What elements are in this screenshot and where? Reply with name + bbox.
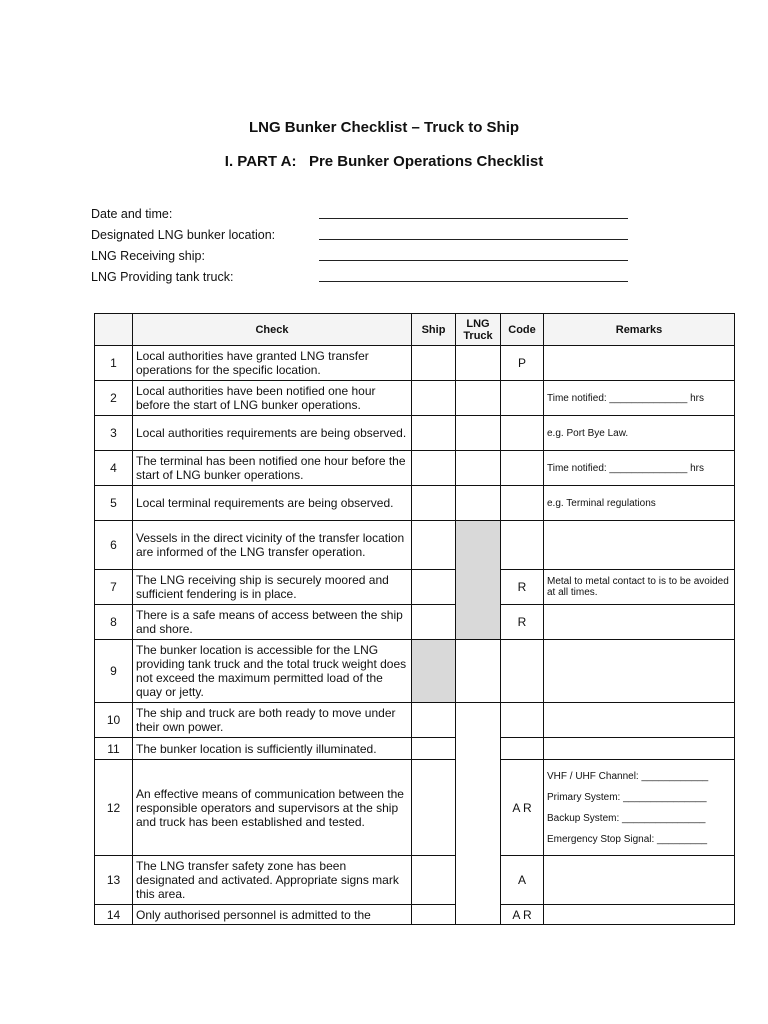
truck-cell[interactable] bbox=[456, 640, 501, 703]
check-text: Local authorities have granted LNG transfer operations for the specific location. bbox=[133, 346, 412, 381]
code-cell bbox=[501, 486, 544, 521]
check-text: The ship and truck are both ready to move under their own power. bbox=[133, 703, 412, 738]
row-number: 2 bbox=[95, 381, 133, 416]
ship-cell[interactable] bbox=[412, 381, 456, 416]
truck-cell[interactable] bbox=[456, 416, 501, 451]
table-row bbox=[95, 738, 735, 760]
document-title: LNG Bunker Checklist – Truck to Ship bbox=[248, 119, 520, 136]
code-cell bbox=[501, 640, 544, 703]
check-text: Local authorities have been notified one hour before the start of LNG bunker operations. bbox=[133, 381, 412, 416]
ship-cell[interactable] bbox=[412, 346, 456, 381]
row-number: 5 bbox=[95, 486, 133, 521]
code-cell bbox=[501, 416, 544, 451]
table-row bbox=[95, 703, 735, 738]
check-text: The terminal has been notified one hour before the start of LNG bunker operations. bbox=[133, 451, 412, 486]
field-label: LNG Providing tank truck: bbox=[91, 270, 234, 284]
check-text: An effective means of communication between the responsible operators and supervisors at the ship and truck has been established and tested. bbox=[133, 760, 412, 856]
remarks-cell[interactable]: e.g. Terminal regulations bbox=[544, 486, 735, 521]
ship-cell[interactable] bbox=[412, 521, 456, 570]
remarks-cell[interactable]: Time notified: ______________ hrs bbox=[544, 381, 735, 416]
check-text: The LNG transfer safety zone has been designated and activated. Appropriate signs mark this area. bbox=[133, 856, 412, 905]
field-bunker-location bbox=[91, 221, 631, 242]
remarks-primary-system: Primary System: _______________ bbox=[547, 792, 707, 803]
header-row bbox=[95, 314, 735, 346]
table-row bbox=[95, 570, 735, 605]
code-cell: A R bbox=[501, 905, 544, 925]
field-tank-truck bbox=[91, 263, 631, 284]
row-number: 10 bbox=[95, 703, 133, 738]
truck-cell[interactable] bbox=[456, 486, 501, 521]
field-receiving-ship bbox=[91, 242, 631, 263]
row-number: 3 bbox=[95, 416, 133, 451]
ship-cell[interactable] bbox=[412, 738, 456, 760]
ship-cell[interactable] bbox=[412, 703, 456, 738]
table-row bbox=[95, 640, 735, 703]
remarks-cell[interactable] bbox=[544, 856, 735, 905]
fill-in-line[interactable] bbox=[319, 206, 628, 219]
ship-cell[interactable] bbox=[412, 856, 456, 905]
table-row bbox=[95, 605, 735, 640]
remarks-vhf-uhf-channel: VHF / UHF Channel: ____________ bbox=[547, 771, 709, 782]
field-date-time bbox=[91, 200, 631, 221]
check-text: The bunker location is sufficiently illuminated. bbox=[133, 738, 412, 760]
table-row bbox=[95, 346, 735, 381]
row-number: 11 bbox=[95, 738, 133, 760]
row-number: 14 bbox=[95, 905, 133, 925]
remarks-cell[interactable]: Metal to metal contact to is to be avoided at all times. bbox=[544, 570, 735, 605]
remarks-cell[interactable] bbox=[544, 905, 735, 925]
header-lng-truck: LNG Truck bbox=[456, 314, 501, 346]
remarks-cell[interactable] bbox=[544, 521, 735, 570]
row-number: 12 bbox=[95, 760, 133, 856]
table-row bbox=[95, 416, 735, 451]
row-number: 13 bbox=[95, 856, 133, 905]
field-label: Designated LNG bunker location: bbox=[91, 228, 276, 242]
code-cell bbox=[501, 703, 544, 738]
code-cell: A R bbox=[501, 760, 544, 856]
table-row bbox=[95, 381, 735, 416]
remarks-cell[interactable]: Time notified: ______________ hrs bbox=[544, 451, 735, 486]
remarks-backup-system: Backup System: _______________ bbox=[547, 813, 706, 824]
code-cell bbox=[501, 521, 544, 570]
row-number: 8 bbox=[95, 605, 133, 640]
row-number: 7 bbox=[95, 570, 133, 605]
table-row bbox=[95, 451, 735, 486]
remarks-cell[interactable]: e.g. Port Bye Law. bbox=[544, 416, 735, 451]
check-text: There is a safe means of access between the ship and shore. bbox=[133, 605, 412, 640]
remarks-cell[interactable] bbox=[544, 605, 735, 640]
check-text: Local terminal requirements are being observed. bbox=[133, 486, 412, 521]
checklist-table bbox=[94, 313, 735, 925]
truck-cell[interactable] bbox=[456, 346, 501, 381]
fill-in-line[interactable] bbox=[319, 269, 628, 282]
table-row bbox=[95, 856, 735, 905]
remarks-cell[interactable] bbox=[544, 738, 735, 760]
header-number bbox=[95, 314, 133, 346]
ship-cell[interactable] bbox=[412, 570, 456, 605]
field-label: Date and time: bbox=[91, 207, 173, 221]
ship-cell[interactable] bbox=[412, 905, 456, 925]
ship-cell[interactable] bbox=[412, 605, 456, 640]
truck-cell[interactable] bbox=[456, 451, 501, 486]
row-number: 9 bbox=[95, 640, 133, 703]
header-check: Check bbox=[133, 314, 412, 346]
code-cell: A bbox=[501, 856, 544, 905]
remarks-cell[interactable] bbox=[544, 346, 735, 381]
check-text: Only authorised personnel is admitted to the bbox=[133, 905, 412, 925]
truck-cell-merged[interactable] bbox=[456, 703, 501, 925]
remarks-cell-communication[interactable] bbox=[544, 760, 735, 856]
check-text: The bunker location is accessible for the LNG providing tank truck and the total truck weight does not exceed the maximum permitted load of the quay or jetty. bbox=[133, 640, 412, 703]
ship-cell[interactable] bbox=[412, 451, 456, 486]
code-cell bbox=[501, 451, 544, 486]
check-text: The LNG receiving ship is securely moored and sufficient fendering is in place. bbox=[133, 570, 412, 605]
header-ship: Ship bbox=[412, 314, 456, 346]
table-row bbox=[95, 486, 735, 521]
code-cell: R bbox=[501, 605, 544, 640]
ship-cell[interactable] bbox=[412, 760, 456, 856]
check-text: Local authorities requirements are being observed. bbox=[133, 416, 412, 451]
code-cell bbox=[501, 738, 544, 760]
row-number: 4 bbox=[95, 451, 133, 486]
part-heading: I. PART A: Pre Bunker Operations Checklist bbox=[224, 153, 544, 170]
code-cell: R bbox=[501, 570, 544, 605]
check-text: Vessels in the direct vicinity of the transfer location are informed of the LNG transfer operation. bbox=[133, 521, 412, 570]
table-row bbox=[95, 905, 735, 925]
row-number: 1 bbox=[95, 346, 133, 381]
header-code: Code bbox=[501, 314, 544, 346]
remarks-cell[interactable] bbox=[544, 640, 735, 703]
table-row bbox=[95, 760, 735, 856]
ship-cell[interactable] bbox=[412, 486, 456, 521]
ship-cell[interactable] bbox=[412, 416, 456, 451]
fill-in-line[interactable] bbox=[319, 227, 628, 240]
header-remarks: Remarks bbox=[544, 314, 735, 346]
code-cell bbox=[501, 381, 544, 416]
truck-cell[interactable] bbox=[456, 381, 501, 416]
truck-cell-not-applicable bbox=[456, 521, 501, 640]
code-cell: P bbox=[501, 346, 544, 381]
field-label: LNG Receiving ship: bbox=[91, 249, 205, 263]
fill-in-line[interactable] bbox=[319, 248, 628, 261]
remarks-cell[interactable] bbox=[544, 703, 735, 738]
header-fields bbox=[91, 200, 631, 284]
row-number: 6 bbox=[95, 521, 133, 570]
remarks-emergency-stop-signal: Emergency Stop Signal: _________ bbox=[547, 834, 708, 845]
ship-cell-not-applicable bbox=[412, 640, 456, 703]
table-row bbox=[95, 521, 735, 570]
